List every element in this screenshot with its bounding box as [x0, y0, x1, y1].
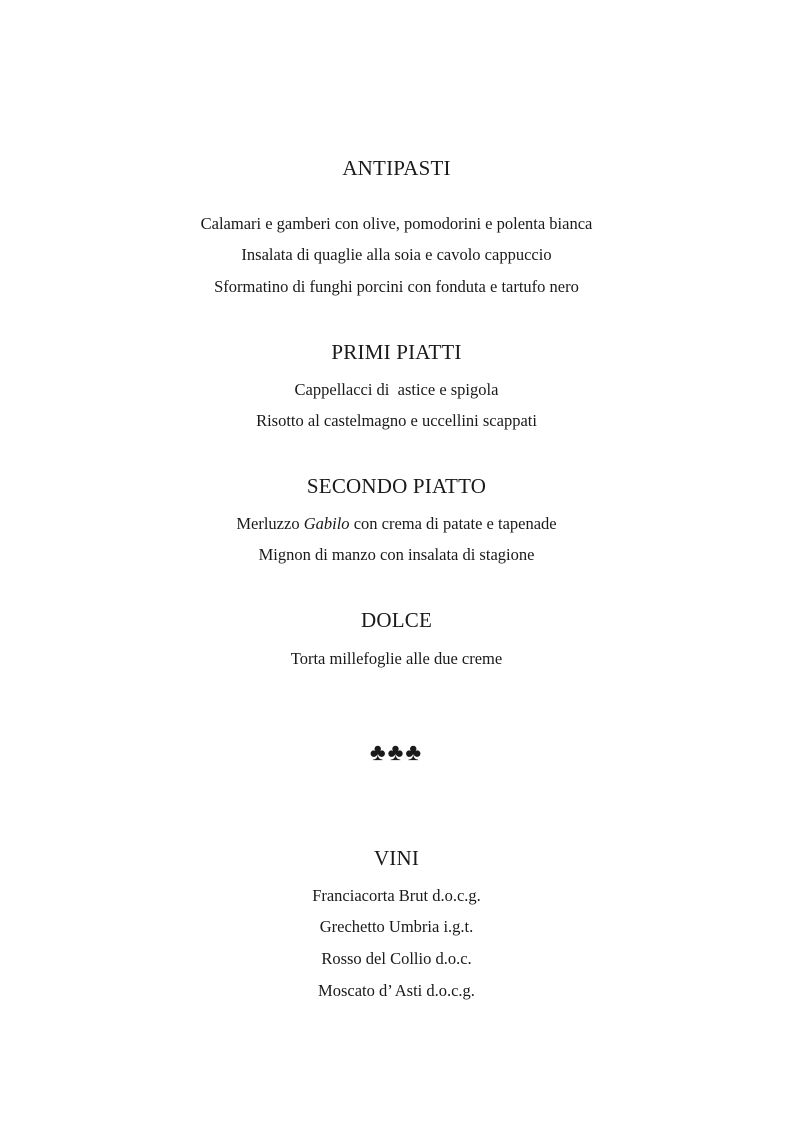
- wine-item: Franciacorta Brut d.o.c.g.: [312, 886, 481, 905]
- menu-item: Sformatino di funghi porcini con fonduta e tartufo nero: [214, 277, 579, 296]
- club-ornament-icon: ♣♣♣: [369, 740, 424, 766]
- menu-item: Cappellacci di astice e spigola: [294, 380, 499, 399]
- menu-item-text: con crema di patate e tapenade: [349, 514, 557, 533]
- wine-item: Grechetto Umbria i.g.t.: [319, 917, 474, 936]
- secondo-piatto-heading: SECONDO PIATTO: [306, 474, 487, 498]
- menu-item: Insalata di quaglie alla soia e cavolo cappuccio: [241, 245, 552, 264]
- wine-item: Rosso del Collio d.o.c.: [321, 949, 472, 968]
- menu-item: [0, 514, 793, 534]
- primi-piatti-heading: PRIMI PIATTI: [331, 340, 462, 364]
- wine-item: Moscato d’ Asti d.o.c.g.: [318, 981, 475, 1000]
- dolce-heading: DOLCE: [361, 608, 432, 632]
- menu-item-italic-name: Gabilo: [303, 514, 350, 533]
- menu-item: Mignon di manzo con insalata di stagione: [258, 545, 535, 564]
- menu-item: Torta millefoglie alle due creme: [290, 649, 503, 668]
- menu-item-text: Merluzzo: [236, 514, 304, 533]
- menu-item: Risotto al castelmagno e uccellini scappati: [256, 411, 537, 430]
- menu-item: Calamari e gamberi con olive, pomodorini e polenta bianca: [200, 214, 593, 233]
- antipasti-heading: ANTIPASTI: [342, 156, 451, 180]
- vini-heading: VINI: [373, 846, 420, 870]
